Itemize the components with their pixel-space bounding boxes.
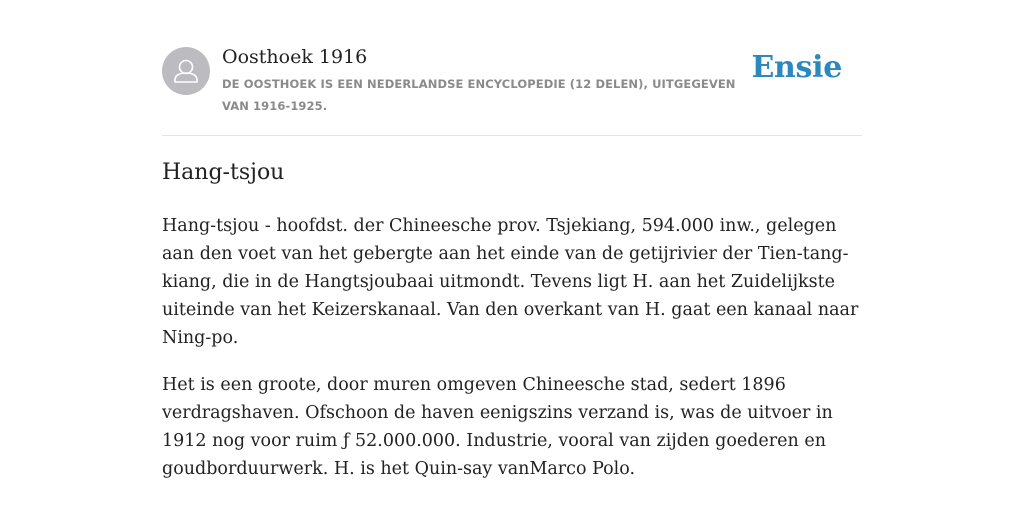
article-paragraph: Hang-tsjou - hoofdst. der Chineesche prov. Tsjekiang, 594.000 inw., gelegen aan den voet van het gebergte aan het einde van de getijrivier der Tien-tang-kiang, die in de Hangtsjoubaai uitmondt. Tevens ligt H. aan het Zuidelijkste uiteinde van het Keizerskanaal. Van den overkant van H. gaat een kanaal naar Ning-po. (162, 216, 859, 348)
divider (162, 135, 862, 136)
page-title: Hang-tsjou (162, 160, 285, 185)
brand-logo[interactable]: Ensie (751, 50, 842, 85)
avatar[interactable] (162, 47, 210, 95)
article-body (162, 212, 862, 502)
user-icon (162, 47, 210, 95)
source-description: DE OOSTHOEK IS EEN NEDERLANDSE ENCYCLOPEDIE (12 DELEN), UITGEGEVEN VAN 1916-1925. (222, 77, 736, 113)
source-header (162, 46, 862, 116)
article-paragraph: Het is een groote, door muren omgeven Chineesche stad, sedert 1896 verdragshaven. Ofschoon de haven eenigszins verzand is, was de uitvoer in 1912 nog voor ruim ƒ 52.000.000. Industrie, vooral van zijden goederen en goudborduurwerk. H. is het Quin-say vanMarco Polo. (162, 375, 833, 479)
source-name[interactable]: Oosthoek 1916 (222, 46, 368, 68)
